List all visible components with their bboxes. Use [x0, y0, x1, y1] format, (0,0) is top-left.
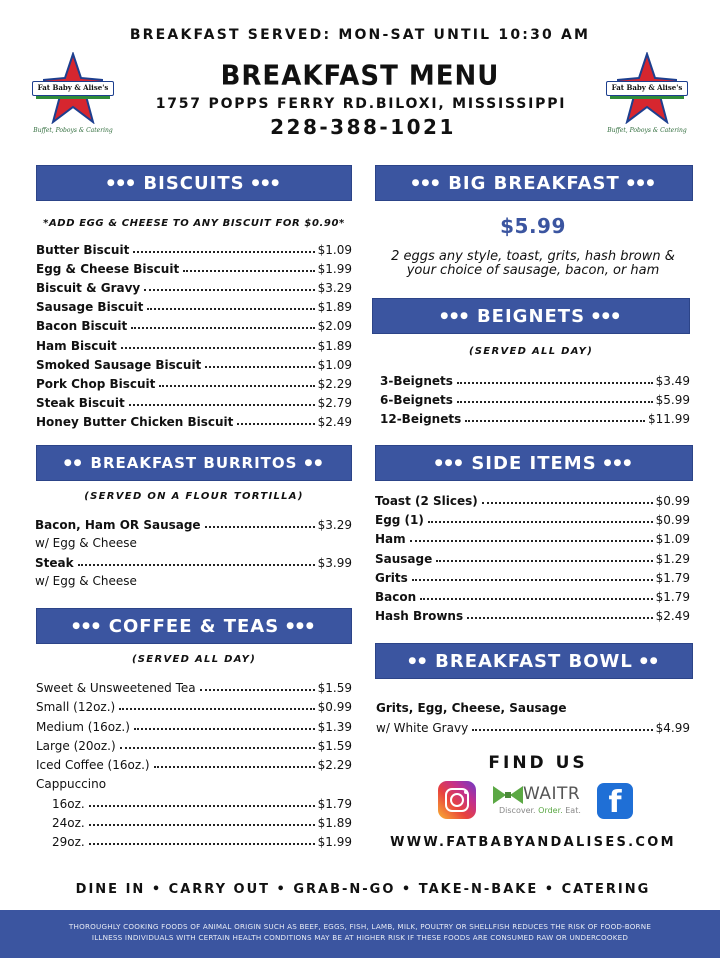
item-price: $3.49 — [655, 374, 690, 388]
phone-number: 228-388-1021 — [270, 115, 456, 139]
menu-item — [36, 277, 352, 295]
dots-decoration: ●● — [63, 458, 84, 468]
waitr-tag-order: Order. — [538, 806, 563, 815]
item-name: 16oz. — [52, 797, 85, 811]
dot-leader — [147, 308, 314, 310]
dot-leader — [119, 708, 314, 710]
facebook-icon[interactable]: f — [597, 783, 633, 819]
item-name: Steak — [35, 556, 74, 570]
menu-item — [36, 239, 352, 257]
menu-item — [52, 831, 352, 849]
item-name: Ham Biscuit — [36, 338, 117, 353]
item-price: $2.79 — [317, 395, 352, 410]
item-price: $0.99 — [317, 700, 352, 715]
menu-item — [375, 528, 690, 546]
breakfast-bowl-heading — [375, 643, 693, 679]
section-title: COFFEE & TEAS — [108, 615, 280, 637]
item-name: Steak Biscuit — [36, 395, 125, 410]
item-name: Egg (1) — [375, 513, 424, 528]
item-price: $0.99 — [655, 494, 690, 508]
item-name: Butter Biscuit — [36, 243, 130, 257]
menu-item — [36, 315, 352, 333]
dots-decoration: ●●● — [411, 178, 442, 188]
disclaimer-line: ILLNESS INDIVIDUALS WITH CERTAIN HEALTH CONDITIONS MAY BE AT HIGHER RISK IF THESE FOODS ARE CONSUMED RAW OR UNDERCOOKED — [91, 933, 629, 942]
coffee-heading — [36, 608, 352, 644]
item-name: Bacon Biscuit — [36, 319, 128, 334]
dot-leader — [457, 382, 653, 384]
dots-decoration: ●●● — [251, 178, 282, 188]
menu-item — [52, 812, 352, 830]
biscuits-note: *ADD EGG & CHEESE TO ANY BISCUIT FOR $0.90* — [43, 218, 345, 229]
item-name: Sausage — [375, 551, 433, 566]
menu-item — [36, 354, 352, 372]
dot-leader — [78, 564, 315, 566]
item-price: $11.99 — [648, 412, 690, 427]
item-price: $0.99 — [655, 513, 690, 528]
dots-decoration: ●●● — [106, 178, 137, 188]
item-price: $1.79 — [655, 590, 690, 604]
dot-leader — [467, 617, 653, 619]
dots-decoration: ●● — [639, 656, 660, 666]
dots-decoration: ●● — [408, 656, 429, 666]
menu-item — [35, 552, 352, 570]
item-name: Hash Browns — [375, 609, 464, 624]
item-name: Ham — [375, 532, 406, 547]
website-link[interactable]: WWW.FATBABYANDALISES.COM — [390, 835, 676, 850]
dot-leader — [120, 747, 315, 749]
item-price: $3.29 — [317, 281, 352, 296]
item-name: 6-Beignets — [380, 393, 453, 408]
menu-item — [375, 548, 690, 566]
item-price: $1.89 — [317, 816, 352, 831]
dots-decoration: ●●● — [72, 621, 102, 631]
hours-banner: BREAKFAST SERVED: MON-SAT UNTIL 10:30 AM — [129, 27, 591, 43]
beignets-heading — [372, 298, 690, 334]
waitr-tagline — [499, 806, 581, 815]
dot-leader — [205, 366, 314, 368]
dot-leader — [121, 347, 315, 349]
waitr-wordmark: WAITR — [523, 784, 581, 804]
item-price: $1.99 — [317, 262, 352, 277]
dot-leader — [205, 526, 315, 528]
dot-leader — [482, 502, 653, 504]
dots-decoration: ●●● — [603, 458, 634, 468]
item-name: Iced Coffee (16oz.) — [36, 758, 150, 773]
section-title: BIG BREAKFAST — [448, 172, 620, 194]
item-price: $2.29 — [317, 758, 352, 773]
item-name: Bacon, Ham OR Sausage — [35, 518, 201, 532]
section-title: BEIGNETS — [476, 305, 586, 327]
disclaimer-line: THOROUGHLY COOKING FOODS OF ANIMAL ORIGIN SUCH AS BEEF, EGGS, FISH, LAMB, MILK, POULTRY OR SHELLFISH REDUCES THE RISK OF FOOD-BORNE — [68, 922, 652, 931]
dot-leader — [131, 327, 314, 329]
page-title: BREAKFAST MENU — [220, 60, 500, 92]
dot-leader — [183, 270, 314, 272]
item-price: $1.09 — [317, 243, 352, 257]
item-price: $1.99 — [317, 835, 352, 850]
dot-leader — [465, 420, 645, 422]
menu-item — [36, 716, 352, 734]
big-breakfast-heading — [375, 165, 693, 201]
dot-leader — [134, 728, 315, 730]
menu-item — [36, 735, 352, 753]
find-us-heading: FIND US — [488, 753, 588, 773]
burritos-heading — [36, 445, 352, 481]
item-name: Honey Butter Chicken Biscuit — [36, 414, 234, 429]
instagram-lens — [450, 793, 464, 807]
biscuits-heading — [36, 165, 352, 201]
instagram-dot — [464, 790, 468, 794]
waitr-tag-discover: Discover. — [499, 806, 536, 815]
item-price: $1.09 — [655, 532, 690, 547]
dot-leader — [457, 401, 653, 403]
waitr-icon[interactable] — [491, 782, 591, 818]
item-price: $1.59 — [317, 681, 352, 695]
item-name: Toast (2 Slices) — [375, 494, 478, 508]
item-price: $2.29 — [317, 376, 352, 391]
dot-leader — [428, 521, 653, 523]
waitr-tag-eat: Eat. — [565, 806, 581, 815]
logo-tagline: Buffet, Poboys & Catering — [607, 127, 687, 134]
menu-item — [375, 567, 690, 585]
dot-leader — [436, 560, 652, 562]
cappuccino-label: Cappuccino — [36, 777, 107, 791]
menu-item — [35, 514, 352, 532]
item-price: $1.59 — [317, 738, 352, 753]
beignets-note: (SERVED ALL DAY) — [468, 346, 594, 357]
dots-decoration: ●●● — [286, 621, 316, 631]
logo-name: Fat Baby & Alise's — [606, 81, 688, 96]
item-name: Biscuit & Gravy — [36, 281, 141, 296]
side-items-heading — [375, 445, 693, 481]
section-title: BREAKFAST BURRITOS — [90, 454, 298, 472]
dot-leader — [200, 689, 315, 691]
dots-decoration: ●●● — [592, 311, 622, 321]
item-price: $1.39 — [317, 719, 352, 734]
dot-leader — [89, 805, 315, 807]
item-price: $5.99 — [655, 393, 690, 408]
item-name: 3-Beignets — [380, 374, 453, 388]
dots-decoration: ●●● — [626, 178, 657, 188]
dot-leader — [144, 289, 314, 291]
item-price: $2.09 — [317, 319, 352, 334]
menu-item — [36, 392, 352, 410]
logo-name: Fat Baby & Alise's — [32, 81, 114, 96]
menu-item — [36, 373, 352, 391]
dot-leader — [159, 385, 314, 387]
item-price: $3.99 — [317, 556, 352, 570]
bowl-item — [376, 717, 690, 735]
food-safety-disclaimer — [0, 910, 720, 958]
menu-item — [36, 696, 352, 714]
dot-leader — [129, 404, 315, 406]
item-price: $4.99 — [655, 721, 690, 735]
bowl-description: Grits, Egg, Cheese, Sausage — [376, 701, 567, 715]
dots-decoration: ●●● — [440, 311, 470, 321]
menu-item — [375, 509, 690, 527]
menu-item — [36, 258, 352, 276]
logo-tagline: Buffet, Poboys & Catering — [33, 127, 113, 134]
description-line: 2 eggs any style, toast, grits, hash brown & — [391, 249, 675, 264]
item-price: $2.49 — [655, 609, 690, 624]
item-name: Medium (16oz.) — [36, 719, 130, 734]
waitr-bowtie-icon — [493, 784, 523, 806]
item-name: Sausage Biscuit — [36, 300, 144, 315]
section-title: SIDE ITEMS — [471, 452, 597, 474]
item-price: $1.09 — [317, 357, 352, 372]
dot-leader — [133, 251, 314, 253]
menu-item — [380, 370, 690, 388]
item-name: Smoked Sausage Biscuit — [36, 357, 202, 372]
burritos-note: (SERVED ON A FLOUR TORTILLA) — [84, 491, 304, 502]
menu-item — [375, 586, 690, 604]
dot-leader — [410, 540, 653, 542]
menu-item — [52, 793, 352, 811]
dots-decoration: ●● — [304, 458, 325, 468]
item-subline: w/ Egg & Cheese — [35, 536, 137, 550]
item-price: $1.89 — [317, 300, 352, 315]
menu-item — [380, 389, 690, 407]
item-name: Grits — [375, 570, 408, 585]
item-name: Sweet & Unsweetened Tea — [36, 681, 196, 695]
dot-leader — [237, 423, 314, 425]
item-price: $1.29 — [655, 551, 690, 566]
item-name: 24oz. — [52, 816, 85, 831]
item-price: $1.79 — [655, 570, 690, 585]
item-price: $3.29 — [317, 518, 352, 532]
item-name: Pork Chop Biscuit — [36, 376, 156, 391]
dot-leader — [89, 824, 315, 826]
menu-item — [36, 411, 352, 429]
address: 1757 POPPS FERRY RD.BILOXI, MISSISSIPPI — [155, 96, 567, 112]
item-name: Small (12oz.) — [36, 700, 116, 715]
menu-item — [375, 490, 690, 508]
item-price: $1.79 — [317, 797, 352, 811]
big-breakfast-price: $5.99 — [500, 214, 566, 238]
item-name: 12-Beignets — [380, 412, 462, 427]
menu-item — [36, 296, 352, 314]
dot-leader — [89, 843, 315, 845]
menu-item — [380, 408, 690, 426]
menu-item — [36, 677, 352, 695]
item-subline: w/ Egg & Cheese — [35, 574, 137, 588]
menu-item — [36, 335, 352, 353]
services-list: DINE IN • CARRY OUT • GRAB-N-GO • TAKE-N-BAKE • CATERING — [75, 882, 651, 897]
dots-decoration: ●●● — [434, 458, 465, 468]
dot-leader — [412, 579, 653, 581]
menu-item — [375, 605, 690, 623]
item-name: 29oz. — [52, 835, 85, 850]
item-name: Egg & Cheese Biscuit — [36, 262, 180, 277]
instagram-icon[interactable] — [438, 781, 476, 819]
menu-item — [36, 754, 352, 772]
item-name: Bacon — [375, 590, 417, 604]
description-line: your choice of sausage, bacon, or ham — [406, 263, 660, 278]
item-name: w/ White Gravy — [376, 721, 469, 735]
dot-leader — [154, 766, 315, 768]
section-title: BREAKFAST BOWL — [435, 650, 633, 672]
item-price: $1.89 — [317, 338, 352, 353]
dot-leader — [472, 729, 652, 731]
item-name: Large (20oz.) — [36, 738, 116, 753]
dot-leader — [420, 598, 652, 600]
big-breakfast-description — [370, 250, 696, 278]
section-title: BISCUITS — [143, 172, 245, 194]
coffee-note: (SERVED ALL DAY) — [131, 654, 257, 665]
item-price: $2.49 — [317, 414, 352, 429]
